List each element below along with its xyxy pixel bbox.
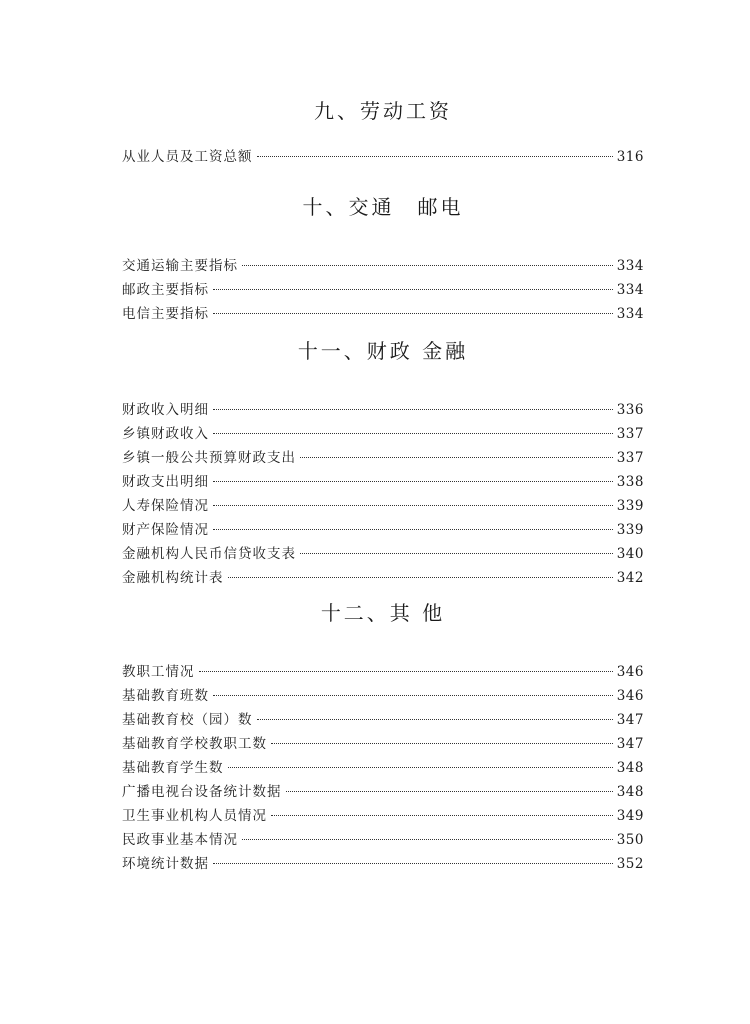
toc-entry[interactable] <box>122 660 644 684</box>
dot-leader <box>300 457 613 458</box>
toc-entry-label: 基础教育学生数 <box>122 760 224 776</box>
toc-entry-label: 电信主要指标 <box>122 306 209 322</box>
dot-leader <box>271 743 613 744</box>
toc-entry-page: 349 <box>616 808 644 824</box>
dot-leader <box>213 313 613 314</box>
toc-list <box>122 398 644 590</box>
toc-entry[interactable] <box>122 780 644 804</box>
dot-leader <box>213 695 613 696</box>
toc-entry-label: 环境统计数据 <box>122 856 209 872</box>
toc-section-other <box>122 600 644 876</box>
section-title: 十一、财政 金融 <box>297 339 469 363</box>
dot-leader <box>228 767 613 768</box>
dot-leader <box>213 481 613 482</box>
toc-entry[interactable] <box>122 145 644 169</box>
dot-leader <box>213 529 613 530</box>
toc-entry-label: 基础教育班数 <box>122 688 209 704</box>
toc-entry[interactable] <box>122 732 644 756</box>
dot-leader <box>199 671 613 672</box>
toc-entry-label: 财政收入明细 <box>122 402 209 418</box>
toc-section-finance <box>122 338 644 590</box>
dot-leader <box>213 433 613 434</box>
toc-section-transport-post <box>122 194 644 326</box>
dot-leader <box>213 289 613 290</box>
toc-entry-label: 交通运输主要指标 <box>122 258 238 274</box>
toc-entry[interactable] <box>122 708 644 732</box>
toc-entry-page: 337 <box>616 426 644 442</box>
dot-leader <box>242 265 613 266</box>
toc-entry-page: 342 <box>616 570 644 586</box>
toc-entry-page: 334 <box>616 258 644 274</box>
toc-entry[interactable] <box>122 494 644 518</box>
toc-entry-page: 346 <box>616 664 644 680</box>
toc-entry-page: 338 <box>616 474 644 490</box>
toc-entry[interactable] <box>122 684 644 708</box>
toc-entry[interactable] <box>122 852 644 876</box>
toc-entry-page: 348 <box>616 760 644 776</box>
toc-entry-page: 346 <box>616 688 644 704</box>
dot-leader <box>228 577 613 578</box>
toc-list <box>122 660 644 876</box>
toc-entry[interactable] <box>122 398 644 422</box>
dot-leader <box>213 505 613 506</box>
toc-entry-page: 340 <box>616 546 644 562</box>
toc-entry[interactable] <box>122 828 644 852</box>
toc-entry[interactable] <box>122 446 644 470</box>
toc-entry-page: 350 <box>616 832 644 848</box>
toc-entry-label: 卫生事业机构人员情况 <box>122 808 267 824</box>
dot-leader <box>257 719 613 720</box>
toc-entry-page: 339 <box>616 498 644 514</box>
toc-entry-page: 334 <box>616 306 644 322</box>
toc-entry[interactable] <box>122 756 644 780</box>
toc-entry-label: 财产保险情况 <box>122 522 209 538</box>
toc-entry-label: 乡镇一般公共预算财政支出 <box>122 450 296 466</box>
toc-entry-page: 337 <box>616 450 644 466</box>
dot-leader <box>213 863 613 864</box>
dot-leader <box>271 815 613 816</box>
toc-entry[interactable] <box>122 278 644 302</box>
toc-entry-label: 乡镇财政收入 <box>122 426 209 442</box>
toc-entry-label: 财政支出明细 <box>122 474 209 490</box>
toc-entry-page: 352 <box>616 856 644 872</box>
toc-entry-label: 金融机构统计表 <box>122 570 224 586</box>
toc-entry[interactable] <box>122 422 644 446</box>
toc-entry-label: 基础教育校（园）数 <box>122 712 253 728</box>
toc-entry-page: 347 <box>616 736 644 752</box>
toc-entry-page: 339 <box>616 522 644 538</box>
toc-entry[interactable] <box>122 804 644 828</box>
toc-entry-page: 348 <box>616 784 644 800</box>
toc-entry-label: 金融机构人民币信贷收支表 <box>122 546 296 562</box>
dot-leader <box>286 791 613 792</box>
dot-leader <box>300 553 613 554</box>
toc-entry[interactable] <box>122 518 644 542</box>
toc-entry-page: 316 <box>616 149 644 165</box>
toc-entry-label: 从业人员及工资总额 <box>122 149 253 165</box>
dot-leader <box>213 409 613 410</box>
toc-entry-label: 邮政主要指标 <box>122 282 209 298</box>
section-title: 十二、其 他 <box>320 601 446 625</box>
toc-entry-label: 人寿保险情况 <box>122 498 209 514</box>
toc-entry-label: 民政事业基本情况 <box>122 832 238 848</box>
toc-entry-label: 广播电视台设备统计数据 <box>122 784 282 800</box>
section-title: 十、交通 邮电 <box>302 195 464 219</box>
toc-entry-label: 教职工情况 <box>122 664 195 680</box>
toc-entry-page: 336 <box>616 402 644 418</box>
toc-entry[interactable] <box>122 542 644 566</box>
toc-entry[interactable] <box>122 566 644 590</box>
toc-list <box>122 145 644 169</box>
section-title: 九、劳动工资 <box>314 99 452 123</box>
toc-entry[interactable] <box>122 302 644 326</box>
dot-leader <box>257 156 613 157</box>
toc-section-labor-wages <box>122 98 644 169</box>
toc-entry-page: 334 <box>616 282 644 298</box>
toc-entry-label: 基础教育学校教职工数 <box>122 736 267 752</box>
toc-entry-page: 347 <box>616 712 644 728</box>
toc-entry[interactable] <box>122 254 644 278</box>
dot-leader <box>242 839 613 840</box>
toc-list <box>122 254 644 326</box>
toc-entry[interactable] <box>122 470 644 494</box>
